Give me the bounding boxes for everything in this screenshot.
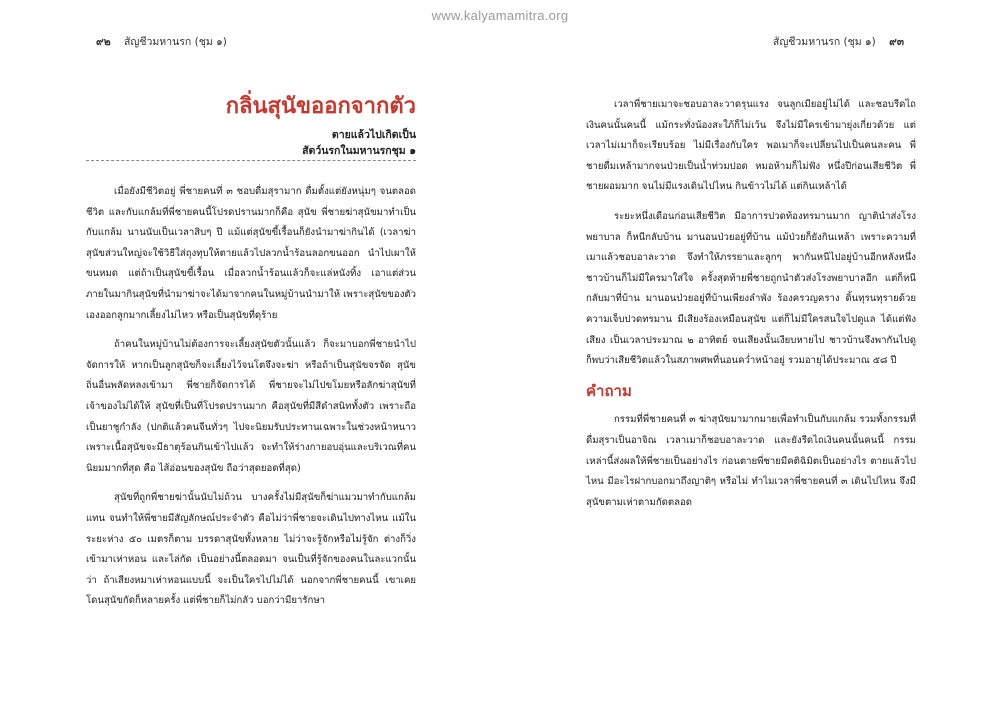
- right-body-text: [586, 95, 916, 522]
- body-paragraph: สุนัขที่ถูกพี่ชายฆ่านั้นนับไม่ถ้วน บางครั้งไม่มีสุนัขก็ฆ่าแมวมาทำกับแกล้มแทน จนทำให้พี่ชายมีสัญลักษณ์ประจำตัว คือไม่ว่าพี่ชายจะเดินไปทางไหน แม้ในระยะห่าง ๕๐ เมตรก็ตาม บรรดาสุนัขทั้งหลาย ไม่ว่าจะรู้จักหรือไม่รู้จัก ต่างก็วิ่งเข้ามาเห่าหอน และไล่กัด เป็นอย่างนี้ตลอดมา จนเป็นที่รู้จักของคนในละแวกนั้นว่า ถ้าเสียงหมาเห่าหอนแบบนี้ จะเป็นใครไปไม่ได้ นอกจากพี่ชายคนนี้ เขาเคยโดนสุนัขกัดก็หลายครั้ง แต่พี่ชายก็ไม่กลัว บอกว่ามียารักษา: [86, 492, 416, 607]
- body-paragraph: ถ้าคนในหมู่บ้านไม่ต้องการจะเลี้ยงสุนัขตัวนั้นแล้ว ก็จะมาบอกพี่ชายนำไปจัดการให้ หากเป็นลูกสุนัขก็จะเลี้ยงไว้จนโตจึงจะฆ่า หรือถ้าเป็นสุนัขจรจัด สุนัขถิ่นอื่นพลัดหลงเข้ามา พี่ชายก็จัดการได้ พี่ชายจะไม่ไปขโมยหรือลักฆ่าสุนัขที่เจ้าของไม่ได้ให้ สุนัขที่เป็นที่โปรดปรานมาก คือสุนัขที่มีสีดำสนิททั้งตัว เพราะถือเป็นยาชูกำลัง (ปกติแล้วคนจีนทั่วๆ ไปจะนิยมรับประทานเฉพาะในช่วงหน้าหนาว เพราะเนื้อสุนัขจะมีธาตุร้อนกินเข้าไปแล้ว จะทำให้ร่างกายอบอุ่นและบริเวณที่คนนิยมมากที่สุด คือ ไส้อ่อนของสุนัข ถือว่าสุดยอดที่สุด): [86, 339, 416, 474]
- right-running-header: [773, 33, 914, 50]
- chapter-subtitle-line-1: ตายแล้วไปเกิดเป็น: [331, 129, 416, 141]
- right-running-title: สัญชีวมหานรก (ชุม ๑): [772, 36, 876, 48]
- body-paragraph: เมื่อยังมีชีวิตอยู่ พี่ชายคนที่ ๓ ชอบดื่มสุรามาก ดื่มตั้งแต่ยังหนุ่มๆ จนตลอดชีวิต และกับแกล้มที่พี่ชายคนนี้โปรดปรานมากก็คือ สุนัข พี่ชายฆ่าสุนัขมาทำเป็นกับแกล้ม นานนับเป็นเวลาสิบๆ ปี แม้แต่สุนัขขี้เรื้อนก็ยังนำมาฆ่ากินได้ (เวลาฆ่าสุนัขส่วนใหญ่จะใช้วิธีใส่ถุงทุบให้ตายแล้วไปลวกน้ำร้อนลอกขนออก นำไปเผาให้ขนหมด แต่ถ้าเป็นสุนัขขี้เรื้อน เมื่อลวกน้ำร้อนแล้วก็จะแล่หนังทิ้ง เอาแต่ส่วนภายในมากินสุนัขที่นำมาฆ่าจะได้มาจากคนในหมู่บ้านนำมาให้ เพราะสุนัขของตัวเองออกลูกมากเลี้ยงไม่ไหว หรือเป็นสุนัขที่ดุร้าย: [86, 186, 416, 321]
- right-page-number: ๙๓: [889, 36, 904, 48]
- left-page-number: ๙๒: [96, 36, 111, 48]
- chapter-title: กลิ่นสุนัขออกจากตัว: [225, 94, 416, 119]
- body-paragraph: ระยะหนึ่งเดือนก่อนเสียชีวิต มีอาการปวดท้องทรมานมาก ญาตินำส่งโรงพยาบาล ก็หนีกลับบ้าน มานอนป่วยอยู่ที่บ้าน แม้ป่วยก็ยังกินเหล้า เพราะความที่เมาแล้วชอบอาละวาด จึงทำให้ภรรยาและลูกๆ พากันหนีไปอยู่บ้านอีกหลังหนึ่ง ชาวบ้านก็ไม่มีใครมาใส่ใจ ครั้งสุดท้ายพี่ชายถูกนำตัวส่งโรงพยาบาลอีก แต่ก็หนีกลับมาที่บ้าน มานอนป่วยอยู่ที่บ้านเพียงลำพัง ร้องครวญคราง ดิ้นทุรนทุรายด้วยความเจ็บปวดทรมาน มีเสียงร้องเหมือนสุนัข แต่ก็ไม่มีใครสนใจไปดูแล ได้แต่ฟังเสียง เป็นเวลาประมาณ ๒ อาทิตย์ จนเสียงนั้นเงียบหายไป ชาวบ้านจึงพากันไปดู ก็พบว่าเสียชีวิตแล้วในสภาพศพที่นอนคว่ำหน้าอยู่ รวมอายุได้ประมาณ ๕๘ ปี: [586, 210, 916, 367]
- left-running-title: สัญชีวมหานรก (ชุม ๑): [123, 36, 227, 48]
- website-watermark: www.kalyamamitra.org: [431, 8, 569, 23]
- left-body-text: [86, 182, 416, 621]
- left-running-header: [86, 33, 227, 50]
- chapter-subtitle-line-2: สัตว์นรกในมหานรกชุม ๑: [302, 145, 416, 157]
- body-paragraph: เวลาพี่ชายเมาจะชอบอาละวาดรุนแรง จนลูกเมียอยู่ไม่ได้ และชอบรีดไถเงินคนนั้นคนนี้ แม้กระทั่งน้องสะใภ้ก็ไม่เว้น จึงไม่มีใครเข้ามายุ่งเกี่ยวด้วย แต่เวลาไม่เมาก็จะเรียบร้อย ไม่มีเรื่องกับใคร พอเมาก็จะเปลี่ยนไปเป็นคนละคน พี่ชายดื่มเหล้ามากจนป่วยเป็นน้ำท่วมปอด หมอห้ามก็ไม่ฟัง หนึ่งปีก่อนเสียชีวิต พี่ชายผอมมาก จนไม่มีแรงเดินไปไหน กินข้าวไม่ได้ แต่กินเหล้าได้: [586, 99, 916, 193]
- title-divider: [86, 160, 416, 161]
- question-heading: คำถาม: [586, 381, 632, 400]
- question-paragraph: กรรมที่พี่ชายคนที่ ๓ ฆ่าสุนัขมามากมายเพื่อทำเป็นกับแกล้ม รวมทั้งกรรมที่ดื่มสุราเป็นอาจิณ เวลาเมาก็ชอบอาละวาด และยังรีดไถเงินคนนั้นคนนี้ กรรมเหล่านี้ส่งผลให้พี่ชายเป็นอย่างไร ก่อนตายพี่ชายมีคติฉิมิตเป็นอย่างไร ตายแล้วไปไหน มีอะไรฝากบอกมาถึงญาติๆ หรือไม่ ทำไมเวลาพี่ชายคนที่ ๓ เดินไปไหน จึงมีสุนัขตามเห่าตามกัดตลอด: [586, 414, 916, 508]
